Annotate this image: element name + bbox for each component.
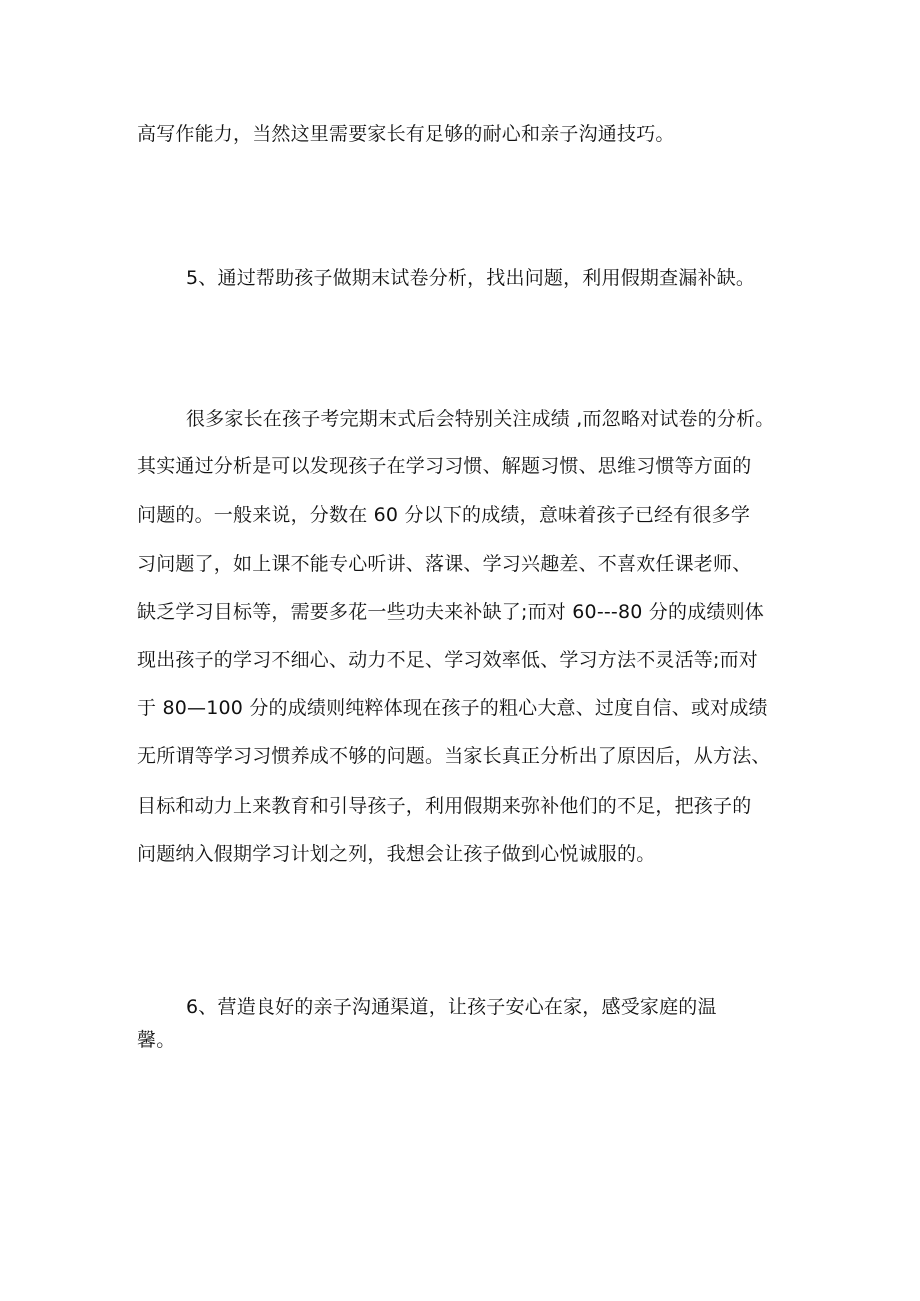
paragraph-line: 于 80—100 分的成绩则纯粹体现在孩子的粗心大意、过度自信、或对成绩: [137, 697, 768, 719]
heading-line: 馨。: [137, 1029, 176, 1051]
paragraph-line: 问题的。一般来说，分数在 60 分以下的成绩，意味着孩子已经有很多学: [137, 504, 751, 526]
heading-line: 6、营造良好的亲子沟通渠道，让孩子安心在家，感受家庭的温: [186, 996, 717, 1018]
paragraph-line: 其实通过分析是可以发现孩子在学习习惯、解题习惯、思维习惯等方面的: [137, 455, 752, 477]
paragraph-intro-tail: 高写作能力，当然这里需要家长有足够的耐心和亲子沟通技巧。: [137, 123, 675, 145]
paragraph-line: 很多家长在孩子考完期末式后会特别关注成绩 ,而忽略对试卷的分析。: [186, 408, 775, 430]
section-heading-5: 5、通过帮助孩子做期末试卷分析，找出问题，利用假期查漏补缺。: [186, 267, 756, 289]
paragraph-line: 无所谓等学习习惯养成不够的问题。当家长真正分析出了原因后，从方法、: [137, 745, 771, 767]
paragraph-line: 目标和动力上来教育和引导孩子，利用假期来弥补他们的不足，把孩子的: [137, 795, 752, 817]
paragraph-line: 缺乏学习目标等，需要多花一些功夫来补缺了;而对 60---80 分的成绩则体: [137, 601, 765, 623]
paragraph-line: 现出孩子的学习不细心、动力不足、学习效率低、学习方法不灵活等;而对: [137, 649, 759, 671]
paragraph-line: 问题纳入假期学习计划之列，我想会让孩子做到心悦诚服的。: [137, 843, 656, 865]
paragraph-line: 习问题了，如上课不能专心听讲、落课、学习兴趣差、不喜欢任课老师、: [137, 553, 752, 575]
